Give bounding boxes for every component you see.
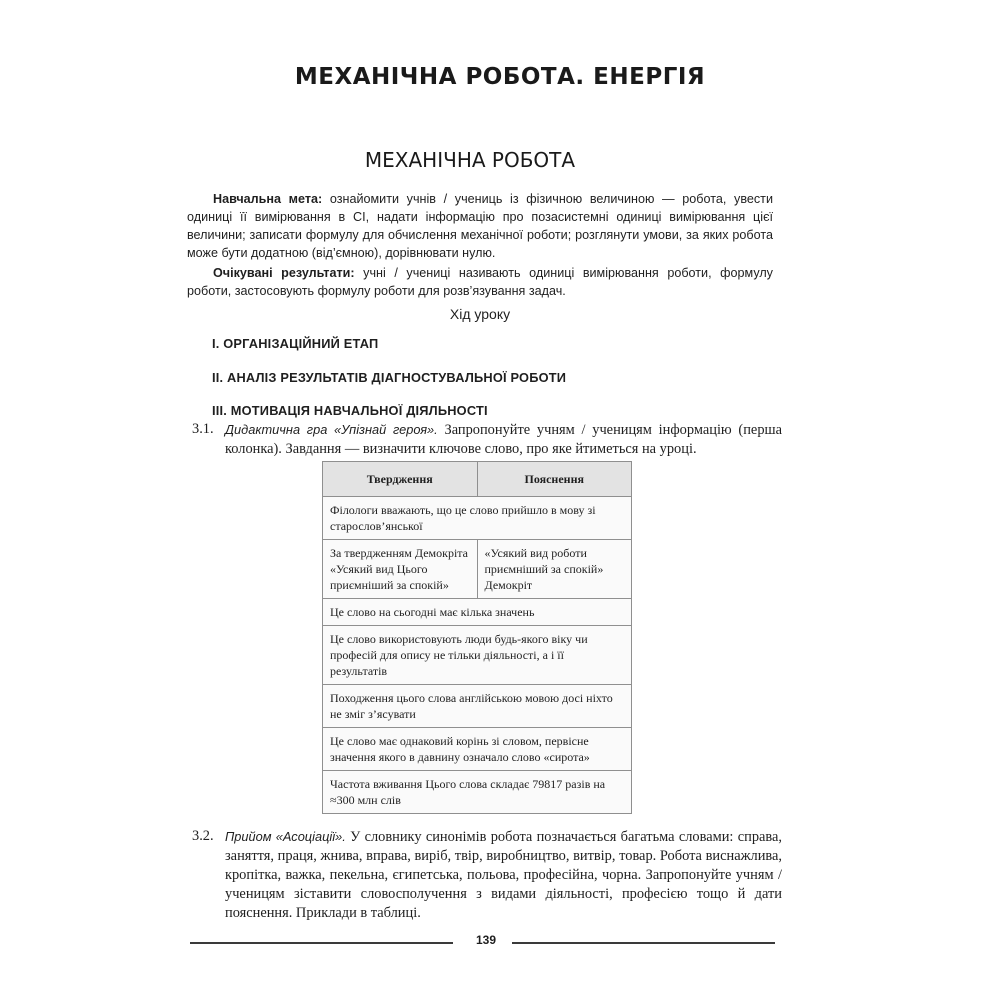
item-title: Дидактична гра «Упізнай героя». — [225, 422, 438, 437]
item-3-2 — [192, 827, 782, 923]
claims-table — [322, 461, 632, 814]
table-row — [323, 685, 632, 728]
item-title: Прийом «Асоціації». — [225, 829, 346, 844]
item-number: 3.2. — [192, 828, 214, 844]
item-number: 3.1. — [192, 421, 214, 437]
page-number: 139 — [475, 933, 497, 947]
table-row — [323, 771, 632, 814]
learning-goal-text: ознайомити учнів / учениць із фізичною величиною — робота, увести одиниці її вимірювання в СІ, надати інформацію про позасистемні одиниці вимірювання цієї величини; записати формулу для обчислення механічної роботи; розглянути умови, за яких робота може бути додатною (від’ємною), дорівнювати нулю. — [187, 192, 773, 260]
item-text: Запропонуйте учням / ученицям інформацію (перша колонка). Завдання — визначити ключове слово, про яке йтиметься на уроці. — [225, 422, 782, 457]
learning-goal-label: Навчальна мета: — [213, 192, 323, 206]
stage-heading-1: I. ОРГАНІЗАЦІЙНИЙ ЕТАП — [212, 336, 379, 351]
learning-goal — [187, 190, 773, 262]
lesson-flow-heading: Хід уроку — [449, 306, 511, 322]
table-cell: Це слово на сьогодні має кілька значень — [323, 599, 632, 626]
expected-results — [187, 264, 773, 300]
item-text: У словнику синонімів робота позначається багатьма словами: справа, заняття, праця, жнива, вправа, виріб, твір, виробництво, витвір, товар. Робота виснажлива, кропітка, важка, пекельна, єгипетська, польова, професійна, чорна. Запропонуйте учням / ученицям зіставити словосполучення з видами діяльності, професією тощо й дати пояснення. Приклади в таблиці. — [225, 829, 782, 921]
item-3-1 — [192, 420, 782, 459]
chapter-title: МЕХАНІЧНА РОБОТА. ЕНЕРГІЯ — [294, 64, 706, 90]
expected-results-label: Очікувані результати: — [213, 266, 355, 280]
table-header-explanation: Пояснення — [477, 462, 632, 497]
table-cell: За твердженням Демокріта «Усякий вид Цього приємніший за спокій» — [323, 540, 478, 599]
table-cell: Походження цього слова англійською мовою досі ніхто не зміг з’ясувати — [323, 685, 632, 728]
stage-heading-2: II. АНАЛІЗ РЕЗУЛЬТАТІВ ДІАГНОСТУВАЛЬНОЇ РОБОТИ — [212, 370, 567, 385]
footer-rule-left — [190, 942, 453, 944]
table-row — [323, 626, 632, 685]
table-row — [323, 599, 632, 626]
section-title: МЕХАНІЧНА РОБОТА — [364, 148, 576, 172]
table-row — [323, 540, 632, 599]
table-header-claim: Твердження — [323, 462, 478, 497]
table-cell: Це слово використовують люди будь-якого віку чи професій для опису не тільки діяльності, а і її результатів — [323, 626, 632, 685]
footer-rule-right — [512, 942, 775, 944]
table-row — [323, 728, 632, 771]
table-cell: «Усякий вид роботи приємніший за спокій» Демокріт — [477, 540, 632, 599]
table-cell: Філологи вважають, що це слово прийшло в мову зі старослов’янської — [323, 497, 632, 540]
table-header-row — [323, 462, 632, 497]
table-cell: Частота вживання Цього слова складає 79817 разів на ≈300 млн слів — [323, 771, 632, 814]
table-row — [323, 497, 632, 540]
stage-heading-3: III. МОТИВАЦІЯ НАВЧАЛЬНОЇ ДІЯЛЬНОСТІ — [212, 403, 488, 418]
expected-results-text: учні / учениці називають одиниці вимірювання роботи, формулу роботи, застосовують формулу роботи для розв’язування задач. — [187, 266, 773, 298]
table-cell: Це слово має однаковий корінь зі словом, первісне значення якого в давнину означало слово «сирота» — [323, 728, 632, 771]
